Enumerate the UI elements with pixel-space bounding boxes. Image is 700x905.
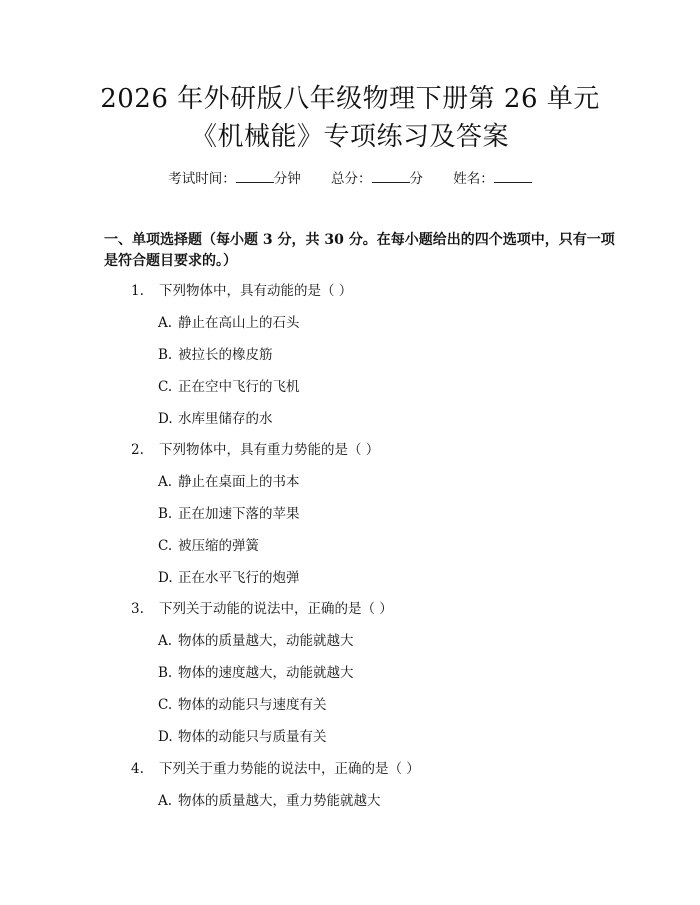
option-key: D. [158,729,173,745]
student-name-field [453,170,532,188]
student-name-blank [494,170,532,183]
page-title-line2: 《机械能》专项练习及答案 [190,122,509,152]
option-text: 正在加速下落的苹果 [178,506,300,522]
option-text: 物体的质量越大，动能就越大 [178,633,354,649]
question-3-option-d [158,728,327,746]
section-heading: 一、单项选择题（每小题 3 分，共 30 分。在每小题给出的四个选项中，只有一项是符合题目要求的。） [104,232,615,269]
option-text: 物体的质量越大，重力势能就越大 [178,793,381,809]
question-2-option-b [158,505,300,523]
question-4 [131,760,420,778]
question-number: 4. [131,761,144,777]
question-number: 2. [131,442,144,458]
exam-time-blank [236,170,274,183]
exam-time-label: 考试时间： [168,171,236,187]
option-key: B. [158,506,173,522]
question-1-option-c [158,378,300,396]
option-text: 静止在高山上的石头 [178,315,300,331]
question-4-option-a [158,792,381,810]
option-text: 被压缩的弹簧 [178,538,259,554]
question-2 [131,441,379,459]
question-2-option-d [158,569,300,587]
question-text: 下列物体中，具有重力势能的是（ ） [159,442,380,458]
question-3-option-a [158,632,354,650]
option-text: 物体的速度越大，动能就越大 [178,665,354,681]
total-score-blank [372,170,410,183]
question-number: 1. [131,283,144,299]
option-key: A. [158,315,173,331]
option-key: D. [158,411,173,427]
question-1-option-d [158,410,273,428]
student-name-label: 姓名： [453,171,494,187]
question-number: 3. [131,601,144,617]
option-key: A. [158,474,173,490]
option-key: B. [158,347,173,363]
option-key: C. [158,379,173,395]
exam-time-unit: 分钟 [273,171,301,187]
question-text: 下列物体中，具有动能的是（ ） [159,283,353,299]
option-text: 被拉长的橡皮筋 [178,347,273,363]
option-key: C. [158,538,173,554]
option-text: 正在水平飞行的炮弹 [178,570,300,586]
page-title-line1: 2026 年外研版八年级物理下册第 26 单元 [100,84,600,114]
question-2-option-c [158,537,259,555]
question-text: 下列关于重力势能的说法中，正确的是（ ） [159,761,420,777]
option-key: A. [158,793,173,809]
exam-time-field [168,170,301,188]
option-key: B. [158,665,173,681]
option-text: 静止在桌面上的书本 [178,474,300,490]
option-text: 物体的动能只与质量有关 [178,729,327,745]
question-3 [131,600,393,618]
total-score-label: 总分： [331,171,372,187]
question-text: 下列关于动能的说法中，正确的是（ ） [159,601,393,617]
option-key: A. [158,633,173,649]
option-key: C. [158,697,173,713]
option-text: 物体的动能只与速度有关 [178,697,327,713]
question-3-option-c [158,696,327,714]
total-score-field [331,170,423,188]
question-1 [131,282,352,300]
option-text: 水库里储存的水 [178,411,273,427]
question-1-option-a [158,314,300,332]
option-text: 正在空中飞行的飞机 [178,379,300,395]
question-1-option-b [158,346,273,364]
total-score-unit: 分 [409,171,423,187]
exam-info-row [0,170,700,188]
question-2-option-a [158,473,300,491]
question-3-option-b [158,664,354,682]
option-key: D. [158,570,173,586]
